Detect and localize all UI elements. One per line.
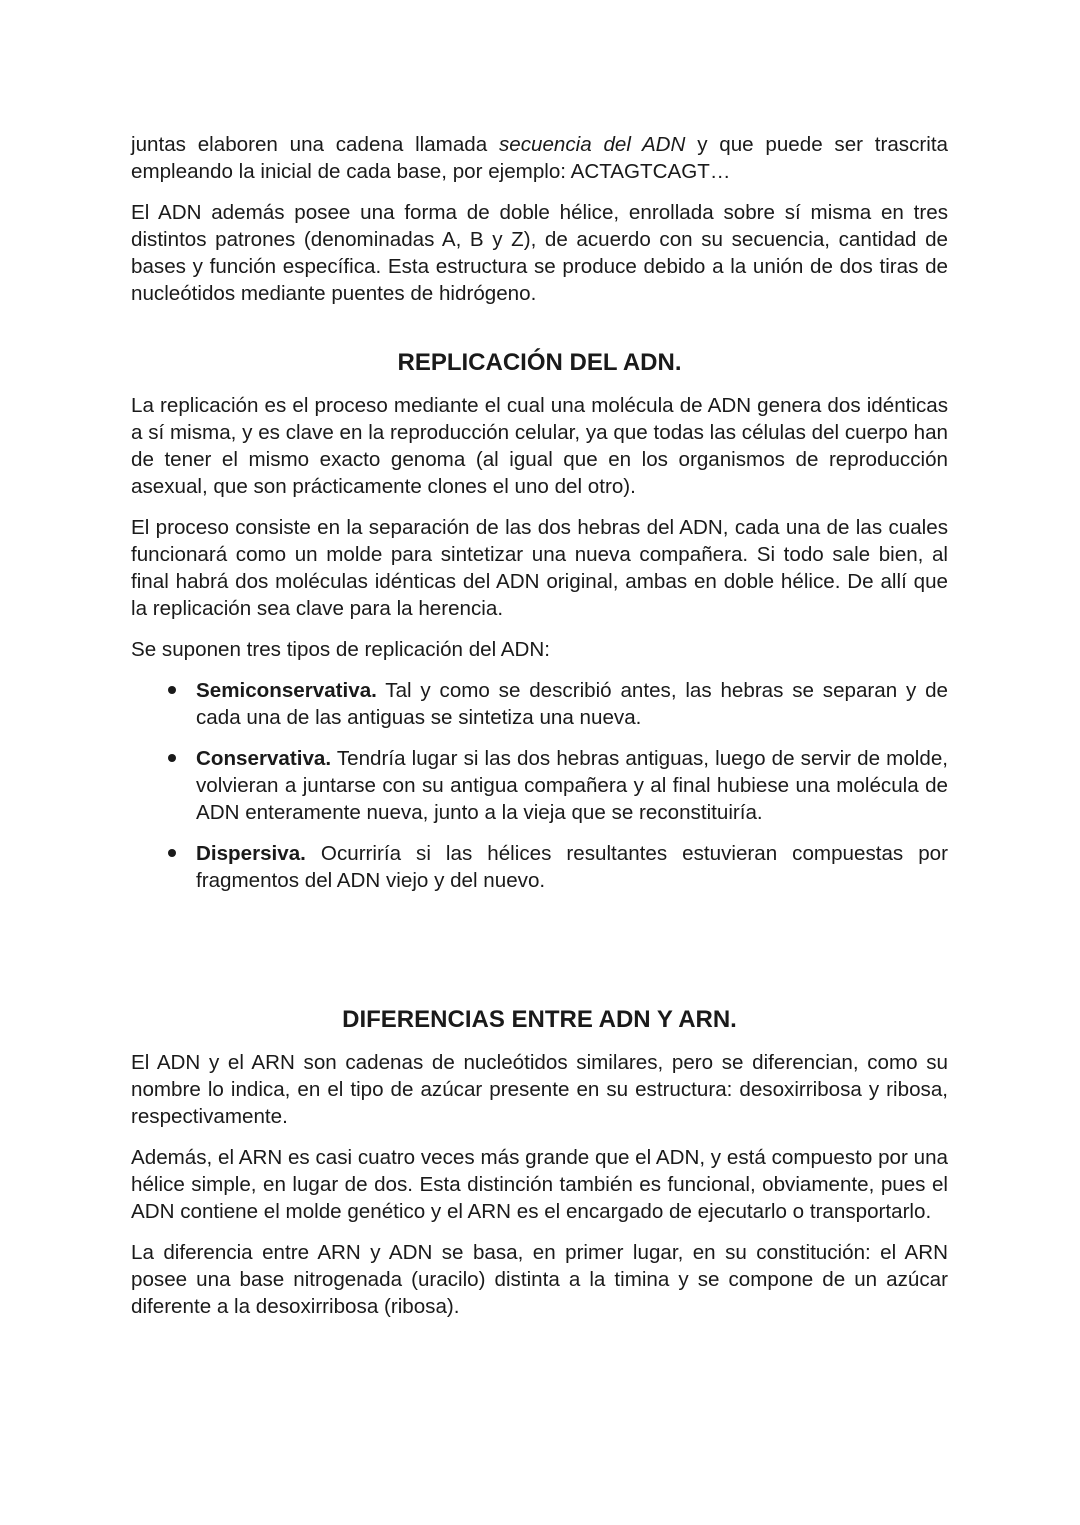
replication-paragraph-1: La replicación es el proceso mediante el cual una molécula de ADN genera dos idénticas a sí misma, y es clave en la reproducción celular, ya que todas las células del cuerpo han de tener el mismo exacto genoma (al igual que en los organismos de reproducción asexual, que son prácticamente clones el uno del otro). [131, 394, 948, 498]
list-item [131, 677, 948, 731]
replication-paragraph-2: El proceso consiste en la separación de las dos hebras del ADN, cada una de las cuales funcionará como un molde para sintetizar una nueva compañera. Si todo sale bien, al final habrá dos moléculas idénticas del ADN original, ambas en doble hélice. De allí que la replicación sea clave para la herencia. [131, 516, 948, 620]
list-item-term: Semiconservativa. [196, 679, 377, 702]
replication-heading: REPLICACIÓN DEL ADN. [397, 349, 682, 376]
list-item-term: Dispersiva. [196, 842, 306, 865]
dna-sequence-term: secuencia del ADN [498, 133, 686, 156]
document-page [131, 131, 948, 1320]
differences-paragraph-3: La diferencia entre ARN y ADN se basa, en primer lugar, en su constitución: el ARN posee una base nitrogenada (uracilo) distinta a la timina y se compone de un azúcar diferente a la desoxirribosa (ribosa). [131, 1241, 948, 1318]
list-item [131, 745, 948, 826]
intro-paragraph-2: El ADN además posee una forma de doble hélice, enrollada sobre sí misma en tres distintos patrones (denominadas A, B y Z), de acuerdo con su secuencia, cantidad de bases y función específica. Esta estructura se produce debido a la unión de dos tiras de nucleótidos mediante puentes de hidrógeno. [131, 201, 948, 305]
list-item [131, 840, 948, 894]
replication-paragraph-3: Se suponen tres tipos de replicación del ADN: [131, 638, 550, 661]
list-item-term: Conservativa. [196, 747, 332, 770]
differences-heading: DIFERENCIAS ENTRE ADN Y ARN. [342, 1006, 737, 1033]
intro-paragraph-1 [131, 131, 948, 185]
differences-paragraph-1: El ADN y el ARN son cadenas de nucleótidos similares, pero se diferencian, como su nombre lo indica, en el tipo de azúcar presente en su estructura: desoxirribosa y ribosa, respectivamente. [131, 1051, 948, 1128]
list-item-description: Tal y como se describió antes, las hebras se separan y de cada una de las antiguas se sintetiza una nueva. [196, 679, 948, 729]
replication-types-list [131, 677, 948, 894]
list-item-description: Tendría lugar si las dos hebras antiguas, luego de servir de molde, volvieran a juntarse con su antigua compañera y al final hubiese una molécula de ADN enteramente nueva, junto a la vieja que se reconstituiría. [196, 747, 948, 824]
bullet-icon [166, 677, 178, 704]
bullet-icon [166, 840, 178, 867]
intro-paragraph-1-start: juntas elaboren una cadena llamada [131, 133, 499, 156]
bullet-icon [166, 745, 178, 772]
differences-paragraph-2: Además, el ARN es casi cuatro veces más grande que el ADN, y está compuesto por una hélice simple, en lugar de dos. Esta distinción también es funcional, obviamente, pues el ADN contiene el molde genético y el ARN es el encargado de ejecutarlo o transportarlo. [131, 1146, 948, 1223]
intro-paragraph-1-end: y que puede ser trascrita empleando la inicial de cada base, por ejemplo: ACTAGTCAGT… [131, 133, 949, 183]
list-item-description: Ocurriría si las hélices resultantes estuvieran compuestas por fragmentos del ADN viejo y del nuevo. [196, 842, 948, 892]
